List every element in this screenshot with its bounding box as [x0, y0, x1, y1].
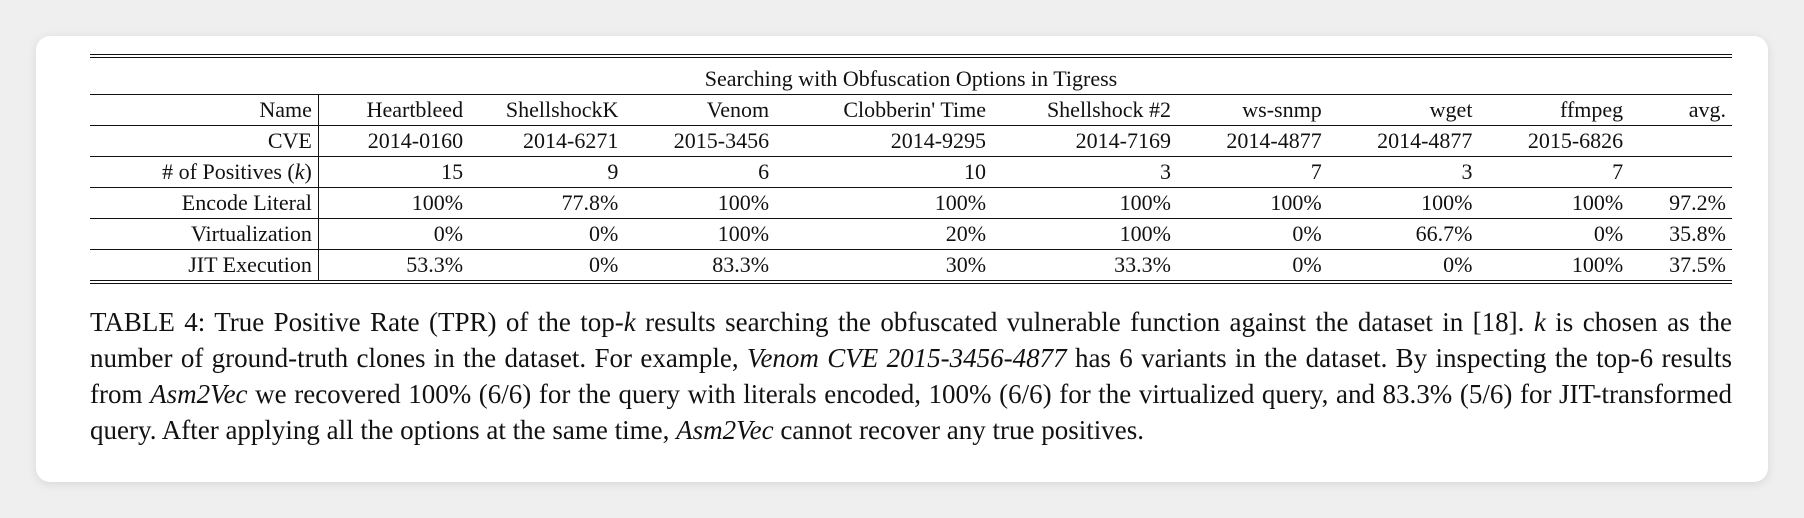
column-header: Heartbleed — [318, 95, 469, 126]
table-cell: 100% — [624, 219, 775, 250]
table-cell: 77.8% — [469, 188, 624, 219]
row-header: JIT Execution — [90, 250, 318, 281]
table-cell: 2014-4877 — [1328, 126, 1479, 157]
table-cell: 100% — [992, 219, 1177, 250]
table-row-positives — [90, 157, 1732, 188]
table-cell: 2015-3456 — [624, 126, 775, 157]
table-cell: 0% — [589, 252, 619, 277]
table-cell: 20% — [775, 219, 992, 250]
caption-text: we recovered 100% (6/6) for the query with literals encoded, 100% (6/6) for the virtualized query, and 83.3% (5/6) for JIT-transformed query. After applying all the options at the same time, — [90, 379, 1732, 445]
table-cell: 0% — [1177, 219, 1328, 250]
table-cell: 6 — [624, 157, 775, 188]
table-cell: 7 — [1478, 157, 1629, 188]
caption-italic: Venom CVE 2015-3456-4877 — [746, 343, 1067, 373]
table-cell: 2014-6271 — [469, 126, 624, 157]
caption-text: TABLE 4: True Positive Rate (TPR) of the top- — [90, 307, 624, 337]
bottom-double-rule — [90, 280, 1732, 294]
column-header: ws-snmp — [1177, 95, 1328, 126]
table-cell: 3 — [992, 157, 1177, 188]
table-caption — [90, 304, 1732, 448]
table-row-virtualization — [90, 219, 1732, 250]
k-symbol: k — [623, 307, 636, 337]
column-header: ShellshockK — [469, 95, 624, 126]
table-cell: 100% — [318, 188, 469, 219]
table-cell: 15 — [318, 157, 469, 188]
table-cell: 100% — [1328, 188, 1479, 219]
row-header: CVE — [90, 126, 318, 157]
k-symbol: k — [1533, 307, 1546, 337]
table-row-name — [90, 95, 1732, 126]
table-cell: 100% — [1571, 252, 1624, 277]
table-row-encode-literal — [90, 188, 1732, 219]
table-cell: 100% — [1478, 188, 1629, 219]
table-cell — [1629, 157, 1732, 188]
table-cell: 2014-7169 — [992, 126, 1177, 157]
paper-card — [36, 36, 1768, 482]
table-section — [90, 54, 1732, 475]
table-cell: 100% — [624, 188, 775, 219]
column-header: ffmpeg — [1478, 95, 1629, 126]
table-cell: 66.7% — [1328, 219, 1479, 250]
table-title: Searching with Obfuscation Options in Tigress — [90, 64, 1732, 95]
table-cell: 100% — [1177, 188, 1328, 219]
tpr-table — [90, 64, 1732, 280]
top-double-rule — [90, 54, 1732, 64]
table-cell — [1629, 126, 1732, 157]
table-cell: 97.2% — [1629, 188, 1732, 219]
table-cell: 2014-4877 — [1177, 126, 1328, 157]
table-cell: 0% — [318, 219, 469, 250]
column-header: wget — [1328, 95, 1479, 126]
caption-text: cannot recover any true positives. — [773, 415, 1144, 445]
table-cell: 0% — [1292, 252, 1322, 277]
caption-text: is chosen as the number of ground-truth clones in the dataset. For example, — [90, 307, 1732, 373]
k-symbol: k — [294, 159, 305, 184]
row-header-close: ) — [304, 159, 312, 184]
table-cell: 33.3% — [1114, 252, 1171, 277]
column-header: Clobberin' Time — [775, 95, 992, 126]
row-header: Encode Literal — [90, 188, 318, 219]
table-cell: 0% — [1478, 219, 1629, 250]
table-cell: 53.3% — [406, 252, 464, 277]
table-cell: 0% — [1443, 252, 1473, 277]
caption-text: results searching the obfuscated vulnerable function against the dataset in [18]. — [635, 307, 1534, 337]
table-row-cve — [90, 126, 1732, 157]
row-header-text: # of Positives ( — [162, 159, 295, 184]
column-header: avg. — [1629, 95, 1732, 126]
table-cell: 0% — [469, 219, 624, 250]
caption-italic: Asm2Vec — [150, 379, 248, 409]
table-cell: 83.3% — [712, 252, 770, 277]
table-cell: 2014-0160 — [318, 126, 469, 157]
row-header — [90, 157, 318, 188]
caption-italic: Asm2Vec — [676, 415, 774, 445]
row-header: Virtualization — [90, 219, 318, 250]
table-cell: 35.8% — [1629, 219, 1732, 250]
table-cell: 7 — [1177, 157, 1328, 188]
table-cell: 30% — [945, 252, 987, 277]
table-cell: 100% — [775, 188, 992, 219]
table-cell: 37.5% — [1669, 252, 1726, 277]
column-header: Venom — [624, 95, 775, 126]
table-cell: 2015-6826 — [1478, 126, 1629, 157]
caption-text: has 6 variants in the dataset. By inspecting the top-6 results from — [90, 343, 1732, 409]
row-header: Name — [90, 95, 318, 126]
table-cell: 100% — [992, 188, 1177, 219]
table-cell: 2014-9295 — [775, 126, 992, 157]
table-cell: 3 — [1328, 157, 1479, 188]
column-header: Shellshock #2 — [992, 95, 1177, 126]
table-cell: 9 — [469, 157, 624, 188]
table-row-jit-execution — [90, 250, 1732, 281]
table-cell: 10 — [775, 157, 992, 188]
